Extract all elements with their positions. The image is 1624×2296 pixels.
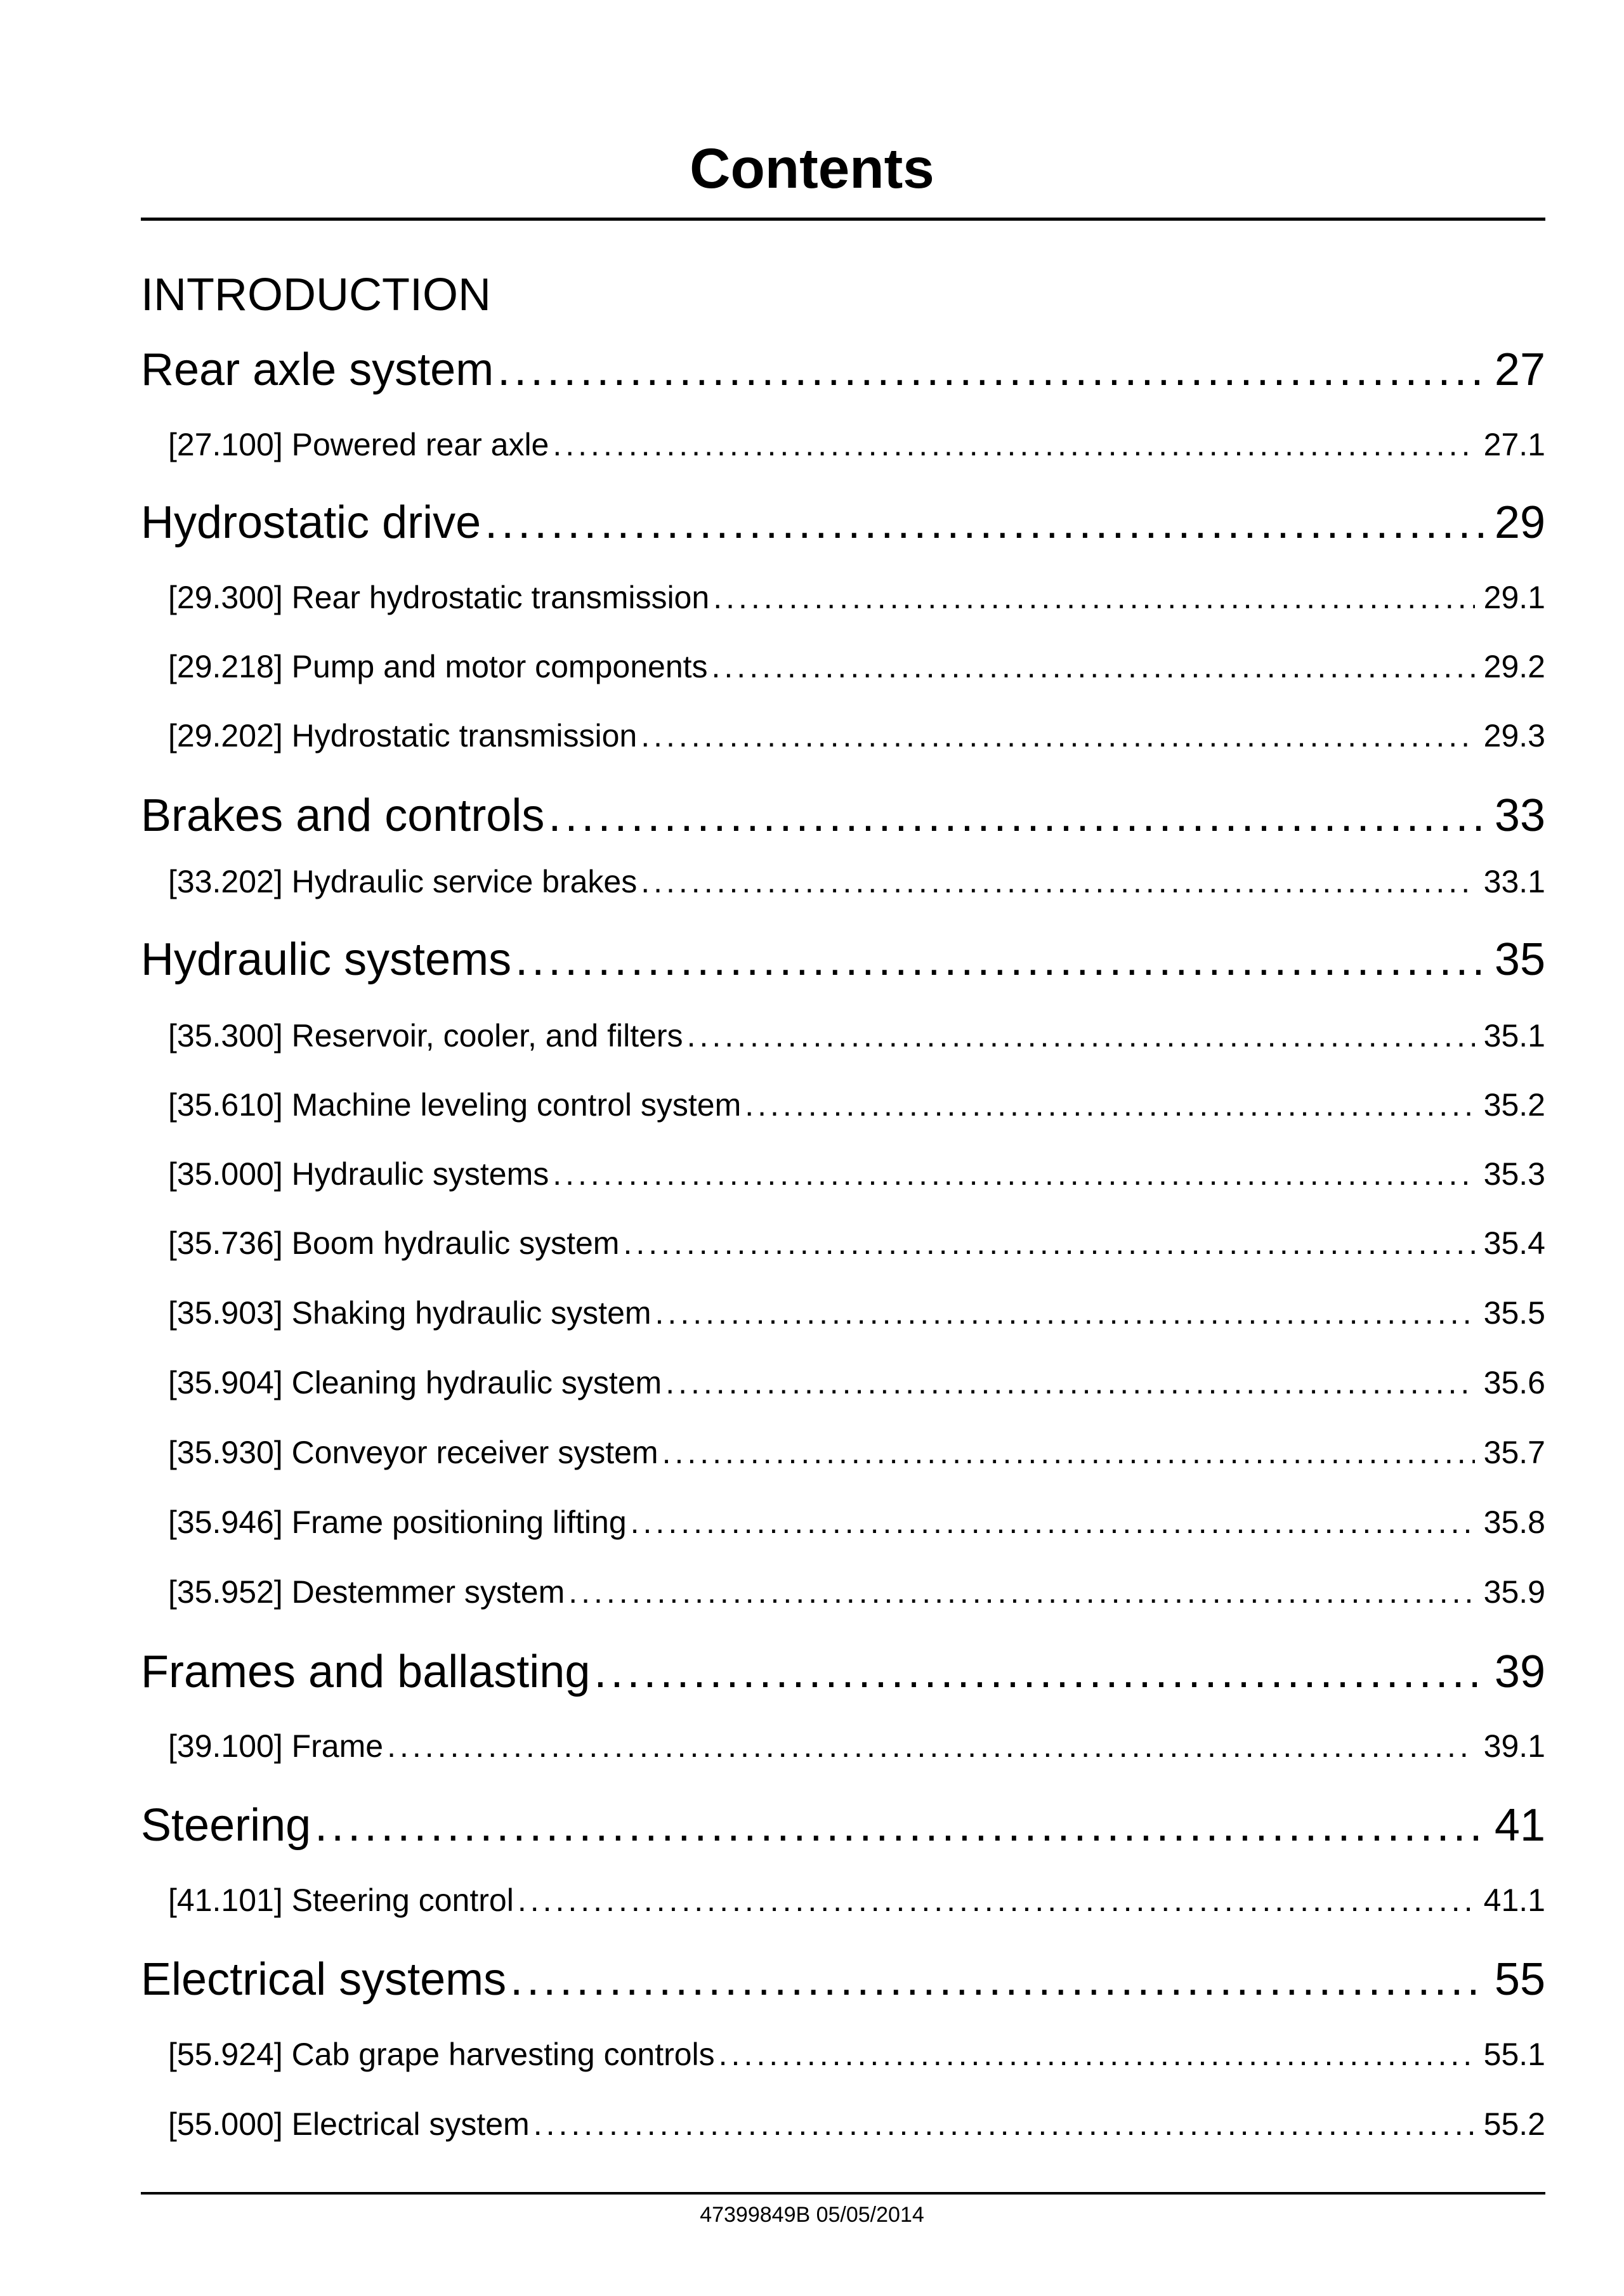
- dot-leader: [623, 1221, 1474, 1265]
- toc-section-page: 35.8: [1483, 1504, 1545, 1540]
- toc-section-title: [29.300] Rear hydrostatic transmission: [168, 580, 710, 615]
- toc-section-link[interactable]: [168, 1083, 1545, 1127]
- toc-section-page: 29.1: [1483, 580, 1545, 615]
- toc-chapter-title: Hydrostatic drive: [141, 497, 481, 548]
- dot-leader: [712, 644, 1475, 689]
- dot-leader: [594, 1643, 1486, 1701]
- dot-leader: [518, 1878, 1475, 1922]
- toc-section-link[interactable]: [168, 1500, 1545, 1544]
- dot-leader: [534, 2102, 1475, 2146]
- dot-leader: [553, 422, 1474, 467]
- toc-section-page: 35.4: [1483, 1225, 1545, 1261]
- toc-chapter-title: Hydraulic systems: [141, 934, 512, 985]
- toc-section-link[interactable]: [168, 2102, 1545, 2146]
- intro-heading: INTRODUCTION: [141, 270, 491, 320]
- toc-section-link[interactable]: [168, 714, 1545, 758]
- toc-section-page: 29.3: [1483, 718, 1545, 753]
- toc-section-page: 35.1: [1483, 1018, 1545, 1053]
- toc-section-title: [27.100] Powered rear axle: [168, 427, 549, 462]
- toc-section-title: [35.300] Reservoir, cooler, and filters: [168, 1018, 683, 1053]
- toc-chapter-electrical-systems[interactable]: [141, 1950, 1545, 2009]
- dot-leader: [631, 1500, 1475, 1544]
- toc-chapter-page: 55: [1494, 1954, 1545, 2005]
- toc-section-page: 33.1: [1483, 864, 1545, 899]
- toc-chapter-title: Brakes and controls: [141, 790, 545, 841]
- toc-section-page: 41.1: [1483, 1882, 1545, 1918]
- toc-chapter-hydraulic-systems[interactable]: [141, 930, 1545, 989]
- toc-section-link[interactable]: [168, 2032, 1545, 2077]
- dot-leader: [315, 1796, 1486, 1855]
- toc-section-title: [29.202] Hydrostatic transmission: [168, 718, 638, 753]
- toc-chapter-title: Steering: [141, 1800, 311, 1851]
- toc-section-page: 39.1: [1483, 1728, 1545, 1764]
- dot-leader: [641, 859, 1474, 904]
- page-title: Contents: [690, 136, 934, 200]
- dot-leader: [662, 1430, 1475, 1475]
- toc-chapter-page: 33: [1494, 790, 1545, 841]
- dot-leader: [548, 786, 1486, 845]
- toc-section-link[interactable]: [168, 575, 1545, 620]
- toc-section-title: [41.101] Steering control: [168, 1882, 514, 1918]
- toc-chapter-title: Electrical systems: [141, 1954, 507, 2005]
- footer-rule: [141, 2192, 1545, 2195]
- dot-leader: [687, 1014, 1475, 1058]
- toc-section-link[interactable]: [168, 1152, 1545, 1196]
- toc-chapter-title: Frames and ballasting: [141, 1647, 591, 1697]
- toc-section-page: 35.5: [1483, 1295, 1545, 1331]
- toc-section-page: 55.2: [1483, 2106, 1545, 2142]
- toc-chapter-page: 39: [1494, 1647, 1545, 1697]
- dot-leader: [745, 1083, 1474, 1127]
- dot-leader: [655, 1291, 1475, 1335]
- toc-section-title: [39.100] Frame: [168, 1728, 384, 1764]
- dot-leader: [568, 1570, 1474, 1614]
- toc-section-link[interactable]: [168, 1360, 1545, 1405]
- toc-chapter-page: 41: [1494, 1800, 1545, 1851]
- toc-section-link[interactable]: [168, 1291, 1545, 1335]
- dot-leader: [665, 1360, 1474, 1405]
- toc-section-title: [35.904] Cleaning hydraulic system: [168, 1365, 662, 1400]
- toc-section-page: 29.2: [1483, 649, 1545, 684]
- toc-section-title: [29.218] Pump and motor components: [168, 649, 708, 684]
- toc-chapter-brakes-and-controls[interactable]: [141, 786, 1545, 845]
- toc-section-page: 35.2: [1483, 1087, 1545, 1123]
- dot-leader: [497, 341, 1486, 399]
- toc-section-title: [55.000] Electrical system: [168, 2106, 530, 2142]
- toc-section-title: [35.946] Frame positioning lifting: [168, 1504, 627, 1540]
- toc-section-page: 35.3: [1483, 1156, 1545, 1192]
- toc-section-page: 35.6: [1483, 1365, 1545, 1400]
- document-footer: 47399849B 05/05/2014: [700, 2203, 924, 2227]
- toc-section-link[interactable]: [168, 1014, 1545, 1058]
- title-rule: [141, 218, 1545, 221]
- toc-section-title: [35.952] Destemmer system: [168, 1574, 565, 1610]
- toc-section-page: 35.9: [1483, 1574, 1545, 1610]
- toc-section-link[interactable]: [168, 644, 1545, 689]
- dot-leader: [510, 1950, 1486, 2009]
- toc-section-page: 55.1: [1483, 2037, 1545, 2072]
- toc-chapter-rear-axle-system[interactable]: [141, 341, 1545, 399]
- dot-leader: [515, 930, 1486, 989]
- dot-leader: [719, 2032, 1475, 2077]
- toc-section-title: [35.610] Machine leveling control system: [168, 1087, 742, 1123]
- dot-leader: [387, 1724, 1475, 1768]
- toc-chapter-page: 29: [1494, 497, 1545, 548]
- toc-section-title: [33.202] Hydraulic service brakes: [168, 864, 638, 899]
- toc-chapter-title: Rear axle system: [141, 344, 494, 395]
- toc-section-link[interactable]: [168, 1221, 1545, 1265]
- dot-leader: [553, 1152, 1474, 1196]
- toc-section-link[interactable]: [168, 1430, 1545, 1475]
- toc-section-page: 27.1: [1483, 427, 1545, 462]
- toc-section-link[interactable]: [168, 1570, 1545, 1614]
- toc-section-title: [35.930] Conveyor receiver system: [168, 1435, 658, 1470]
- toc-chapter-page: 27: [1494, 344, 1545, 395]
- toc-section-title: [35.000] Hydraulic systems: [168, 1156, 549, 1192]
- toc-section-title: [35.903] Shaking hydraulic system: [168, 1295, 652, 1331]
- toc-section-link[interactable]: [168, 1724, 1545, 1768]
- toc-chapter-frames-and-ballasting[interactable]: [141, 1643, 1545, 1701]
- toc-section-title: [55.924] Cab grape harvesting controls: [168, 2037, 715, 2072]
- toc-section-link[interactable]: [168, 859, 1545, 904]
- toc-chapter-hydrostatic-drive[interactable]: [141, 493, 1545, 552]
- toc-section-page: 35.7: [1483, 1435, 1545, 1470]
- toc-chapter-page: 35: [1494, 934, 1545, 985]
- toc-section-link[interactable]: [168, 422, 1545, 467]
- dot-leader: [713, 575, 1474, 620]
- toc-section-title: [35.736] Boom hydraulic system: [168, 1225, 620, 1261]
- dot-leader: [641, 714, 1474, 758]
- toc-section-link[interactable]: [168, 1878, 1545, 1922]
- toc-chapter-steering[interactable]: [141, 1796, 1545, 1855]
- dot-leader: [485, 493, 1486, 552]
